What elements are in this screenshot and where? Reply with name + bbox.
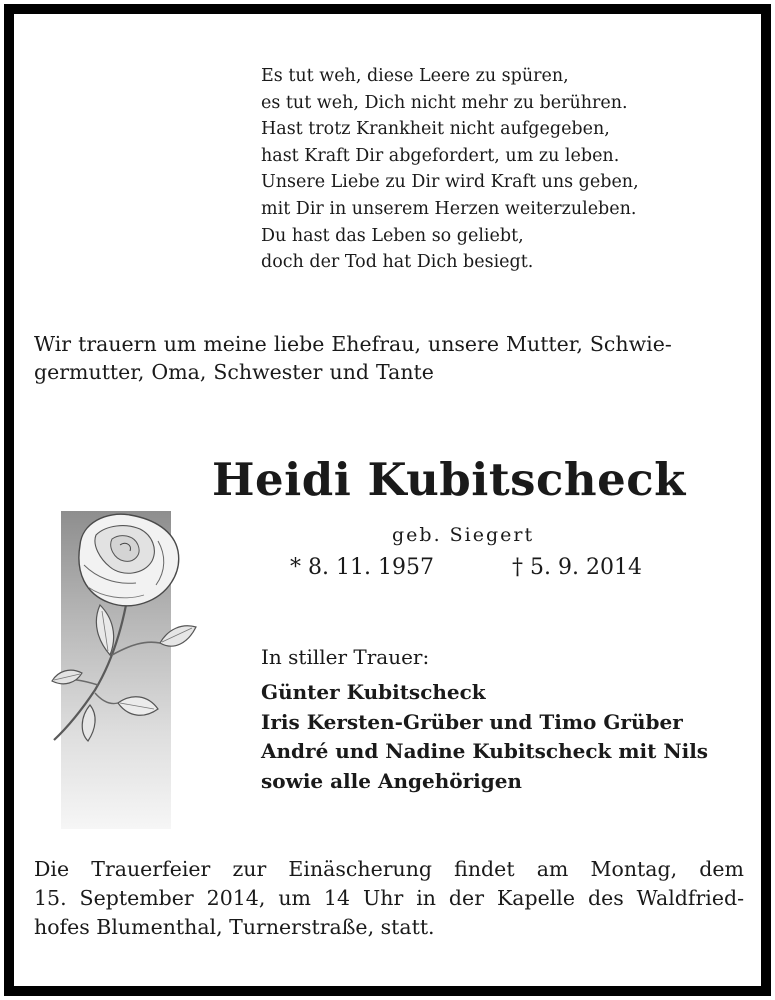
mourners-list xyxy=(261,678,708,796)
deceased-name: Heidi Kubitscheck xyxy=(212,453,686,506)
poem-line: Es tut weh, diese Leere zu spüren, xyxy=(261,66,569,86)
birth-date: * 8. 11. 1957 xyxy=(290,555,434,580)
birth-name: geb. Siegert xyxy=(392,524,535,546)
intro-line: Wir trauern um meine liebe Ehefrau, unsere Mutter, Schwie- xyxy=(34,332,672,356)
poem xyxy=(261,63,639,276)
intro-text xyxy=(34,330,746,386)
rose-icon xyxy=(40,505,200,755)
service-line: hofes Blumenthal, Turnerstraße, statt. xyxy=(34,915,435,939)
death-date: † 5. 9. 2014 xyxy=(512,555,642,580)
poem-line: es tut weh, Dich nicht mehr zu berühren. xyxy=(261,92,628,113)
poem-line: hast Kraft Dir abgefordert, um zu leben. xyxy=(261,145,620,166)
poem-line: doch der Tod hat Dich besiegt. xyxy=(261,252,534,273)
mourner-name: Iris Kersten-Grüber und Timo Grüber xyxy=(261,709,683,734)
mourner-name: André und Nadine Kubitscheck mit Nils xyxy=(261,739,709,763)
service-info xyxy=(34,855,744,942)
mourner-name: Günter Kubitscheck xyxy=(261,680,486,704)
intro-line: germutter, Oma, Schwester und Tante xyxy=(34,360,434,384)
mourning-label: In stiller Trauer: xyxy=(261,645,430,669)
poem-line: Unsere Liebe zu Dir wird Kraft uns geben, xyxy=(261,172,639,193)
poem-line: Hast trotz Krankheit nicht aufgegeben, xyxy=(261,119,610,140)
service-line: 15. September 2014, um 14 Uhr in der Kapelle des Waldfried- xyxy=(34,886,744,910)
mourner-name: sowie alle Angehörigen xyxy=(261,768,522,793)
poem-line: Du hast das Leben so geliebt, xyxy=(261,225,524,246)
service-line: Die Trauerfeier zur Einäscherung findet am Montag, dem xyxy=(34,857,744,881)
poem-line: mit Dir in unserem Herzen weiterzuleben. xyxy=(261,198,637,219)
